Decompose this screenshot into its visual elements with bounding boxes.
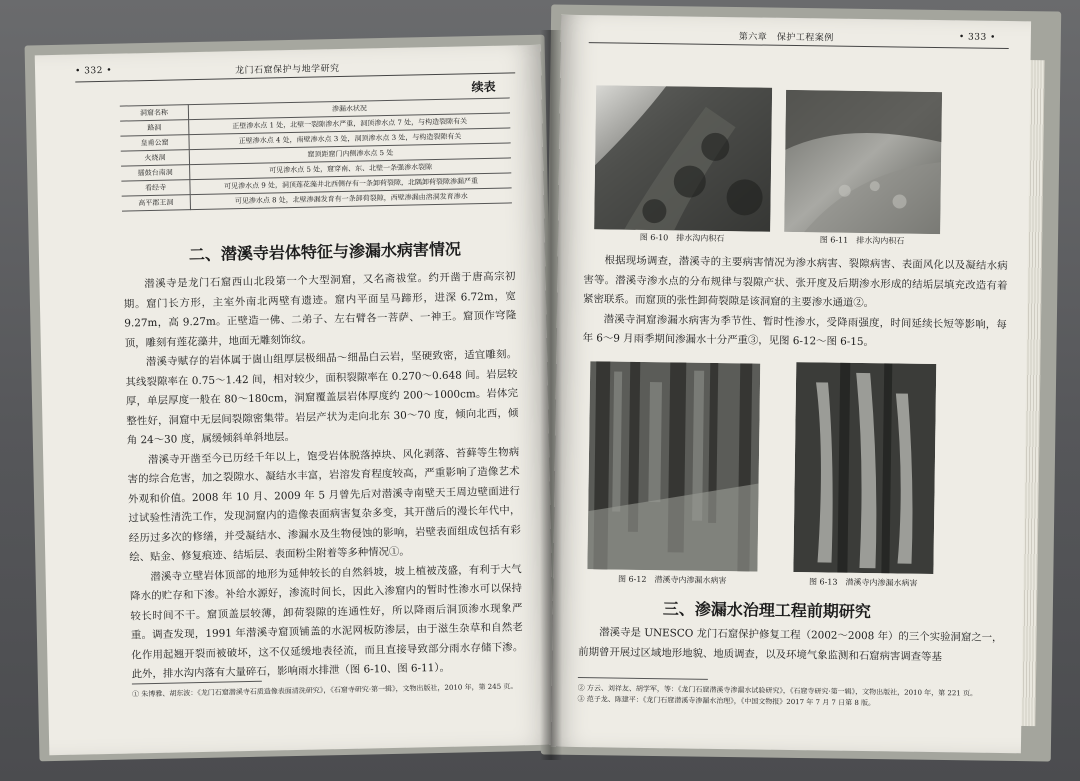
table-cell: 看经寺 bbox=[121, 180, 190, 196]
paragraph: 根据现场调查，潜溪寺的主要病害情况为渗水病害、裂隙病害、表面风化以及凝结水病害等。潜溪寺渗水点的分布规律与裂隙产状、张开度及后期渗水形成的结垢层填充改造有着紧密联系。而窟顶的张性卸荷裂隙是该洞窟的主要渗水通道②。 bbox=[583, 254, 1008, 310]
footnote: ③ 范子龙、陈建平：《龙门石窟潜溪寺渗漏水治理》，《中国文物报》2017 年 7 月 7 日第 8 版。 bbox=[577, 695, 876, 708]
right-page-number: • 333 • bbox=[958, 32, 996, 43]
table-cell: 擂鼓台南洞 bbox=[121, 165, 190, 181]
figure-6-11-photo bbox=[784, 90, 942, 234]
section-heading-2: 二、潜溪寺岩体特征与渗漏水病害情况 bbox=[188, 239, 462, 265]
table-cell: 正壁渗水点 1 处，北壁一裂隙渗水严重，洞顶渗水点 7 处，与构造裂隙有关 bbox=[189, 113, 511, 135]
paragraph: 潜溪寺是 UNESCO 龙门石窟保护修复工程（2002～2008 年）的三个实验洞窟之一，前期曾开展过区域地形地貌、地质调查，以及环境气象监测和石窟病害调查等基 bbox=[578, 626, 1003, 663]
figure-6-12-photo bbox=[587, 361, 760, 571]
left-body-text bbox=[123, 267, 523, 685]
table-cell: 窟顶距窟门内侧渗水点 5 处 bbox=[189, 143, 511, 165]
right-footnotes bbox=[577, 683, 1001, 711]
figure-6-13-photo bbox=[793, 362, 936, 574]
right-running-title: 第六章 保护工程案例 bbox=[738, 32, 834, 44]
table-cell: 可见渗水点 5 处，窟穿南、东、北壁一条强渗水裂隙 bbox=[190, 158, 512, 180]
table-cell: 可见渗水点 8 处，北壁渗漏发育有一条卸荷裂隙，西壁渗漏由溶洞发育渗水 bbox=[190, 188, 512, 210]
table-cell: 正壁渗水点 4 处，南壁渗水点 3 处，洞顶渗水点 3 处，与构造裂隙有关 bbox=[189, 128, 511, 150]
table-cell: 可见渗水点 9 处，洞顶莲花藻井北西侧存有一条卸荷裂隙，北隅卸荷裂隙渗漏严重 bbox=[190, 173, 512, 195]
figure-6-13-caption: 图 6-13 潜溪寺内渗漏水病害 bbox=[808, 577, 918, 588]
table-cell: 路洞 bbox=[120, 120, 189, 136]
header-rule bbox=[589, 42, 1009, 49]
continued-table-label: 续表 bbox=[471, 79, 496, 95]
section-heading-3: 三、渗漏水治理工程前期研究 bbox=[662, 599, 871, 622]
leakage-table bbox=[120, 97, 512, 211]
table-cell: 皇甫公窟 bbox=[120, 135, 189, 151]
footnote: ① 朱博雅、胡东波：《龙门石窟潜溪寺石质造像表面清洗研究》，《石窟寺研究·第一辑》，文物出版社，2010 年，第 245 页。 bbox=[132, 682, 518, 699]
paragraph: 潜溪寺是龙门石窟西山北段第一个大型洞窟，又名斋祓堂。约开凿于唐高宗初期。窟门长方形，主室外南北两壁有遗迹。窟内平面呈马蹄形，进深 6.72m，宽 9.27m，高 9.27m。正壁造一佛、二弟子、左右臂各一菩萨、一神王。窟顶作穹隆顶，雕刻有莲花藻井，地面无雕刻饰纹。 bbox=[123, 270, 517, 350]
left-running-title: 龙门石窟保护与地学研究 bbox=[234, 63, 340, 77]
figure-6-10-photo bbox=[594, 85, 772, 231]
right-page bbox=[551, 15, 1031, 753]
left-footnotes bbox=[132, 681, 524, 700]
table-cell: 高平郡王洞 bbox=[122, 195, 191, 211]
footnote-rule bbox=[578, 677, 708, 680]
paragraph: 潜溪寺洞窟渗漏水病害为季节性、暂时性渗水，受降雨强度，时间延续长短等影响，每年 6～9 月雨季期间渗漏水十分严重③，见图 6-12～图 6-15。 bbox=[582, 312, 1007, 349]
table-header-status: 渗漏水状况 bbox=[188, 98, 510, 120]
figure-6-12-caption: 图 6-12 潜溪寺内渗漏水病害 bbox=[617, 574, 727, 586]
right-body-text-a bbox=[582, 251, 1007, 354]
figure-6-11-caption: 图 6-11 排水沟内积石 bbox=[819, 235, 905, 246]
table-cell: 火烧洞 bbox=[121, 150, 190, 166]
left-page-number: • 332 • bbox=[74, 65, 113, 77]
paragraph: 潜溪寺开凿至今已历经千年以上，饱受岩体脱落掉块、风化剥落、苔藓等生物病害的综合危害，加之裂隙水、凝结水丰富，岩溶发育程度较高，严重影响了造像艺术外观和价值。2008 年 10 月、2009 年 5 月曾先后对潜溪寺南壁天王周边壁面进行过试验性清洗工作，发现洞窟内的造像表面病害复杂多变，其开凿后的漫长年代中，经历过多次的修缮，并受凝结水、渗漏水及生物侵蚀的影响，岩壁表面组成包括有彩绘、贴金、修复痕迹、结垢层、表面粉尘附着等多种情况①。 bbox=[127, 445, 521, 564]
book-gutter-shadow bbox=[540, 30, 562, 760]
paragraph: 潜溪寺赋存的岩体属于崮山组厚层极细晶～细晶白云岩，坚硬致密，适宜雕刻。其线裂隙率在 0.75～1.42 间，相对较少，面积裂隙率在 0.270～0.648 间。岩层较厚，单层厚度一般在 80～180cm，洞窟覆盖层岩体厚度约 200～1000cm。岩体完整性好，洞窟中无层间裂隙密集带。岩层产状为走向北东 30～70 度，倾向北西，倾角 24～30 度，属缓倾斜单斜地层。 bbox=[125, 348, 519, 447]
figure-6-10-caption: 图 6-10 排水沟内积石 bbox=[639, 232, 725, 244]
right-body-text-b bbox=[578, 623, 1003, 668]
footnote: ② 方云、刘祥友、胡学军，等：《龙门石窟潜溪寺渗漏水试验研究》，《石窟寺研究·第一辑》，文物出版社，2010 年，第 221 页。 bbox=[577, 684, 978, 698]
table-header-cave: 洞窟名称 bbox=[120, 105, 189, 121]
paragraph: 潜溪寺立壁岩体顶部的地形为延伸较长的自然斜坡，坡上植被茂盛，有利于大气降水的贮存和下渗。补给水源好，渗流时间长，因此入渗窟内的暂时性渗水可以保持较长时间不干。窟顶盖层较薄，卸荷裂隙的连通性好，所以降雨后洞顶渗水现象严重。调查发现，1991 年潜溪寺窟顶铺盖的水泥网板防渗层，由于滋生杂草和自然老化作用起翘开裂而被破坏，这不仅延缓地表径流，而且直接导致部分雨水存储下渗。此外，排水沟内落有大量碎石，影响雨水排泄（图 6-10、图 6-11）。 bbox=[129, 562, 524, 681]
left-page bbox=[35, 45, 556, 755]
